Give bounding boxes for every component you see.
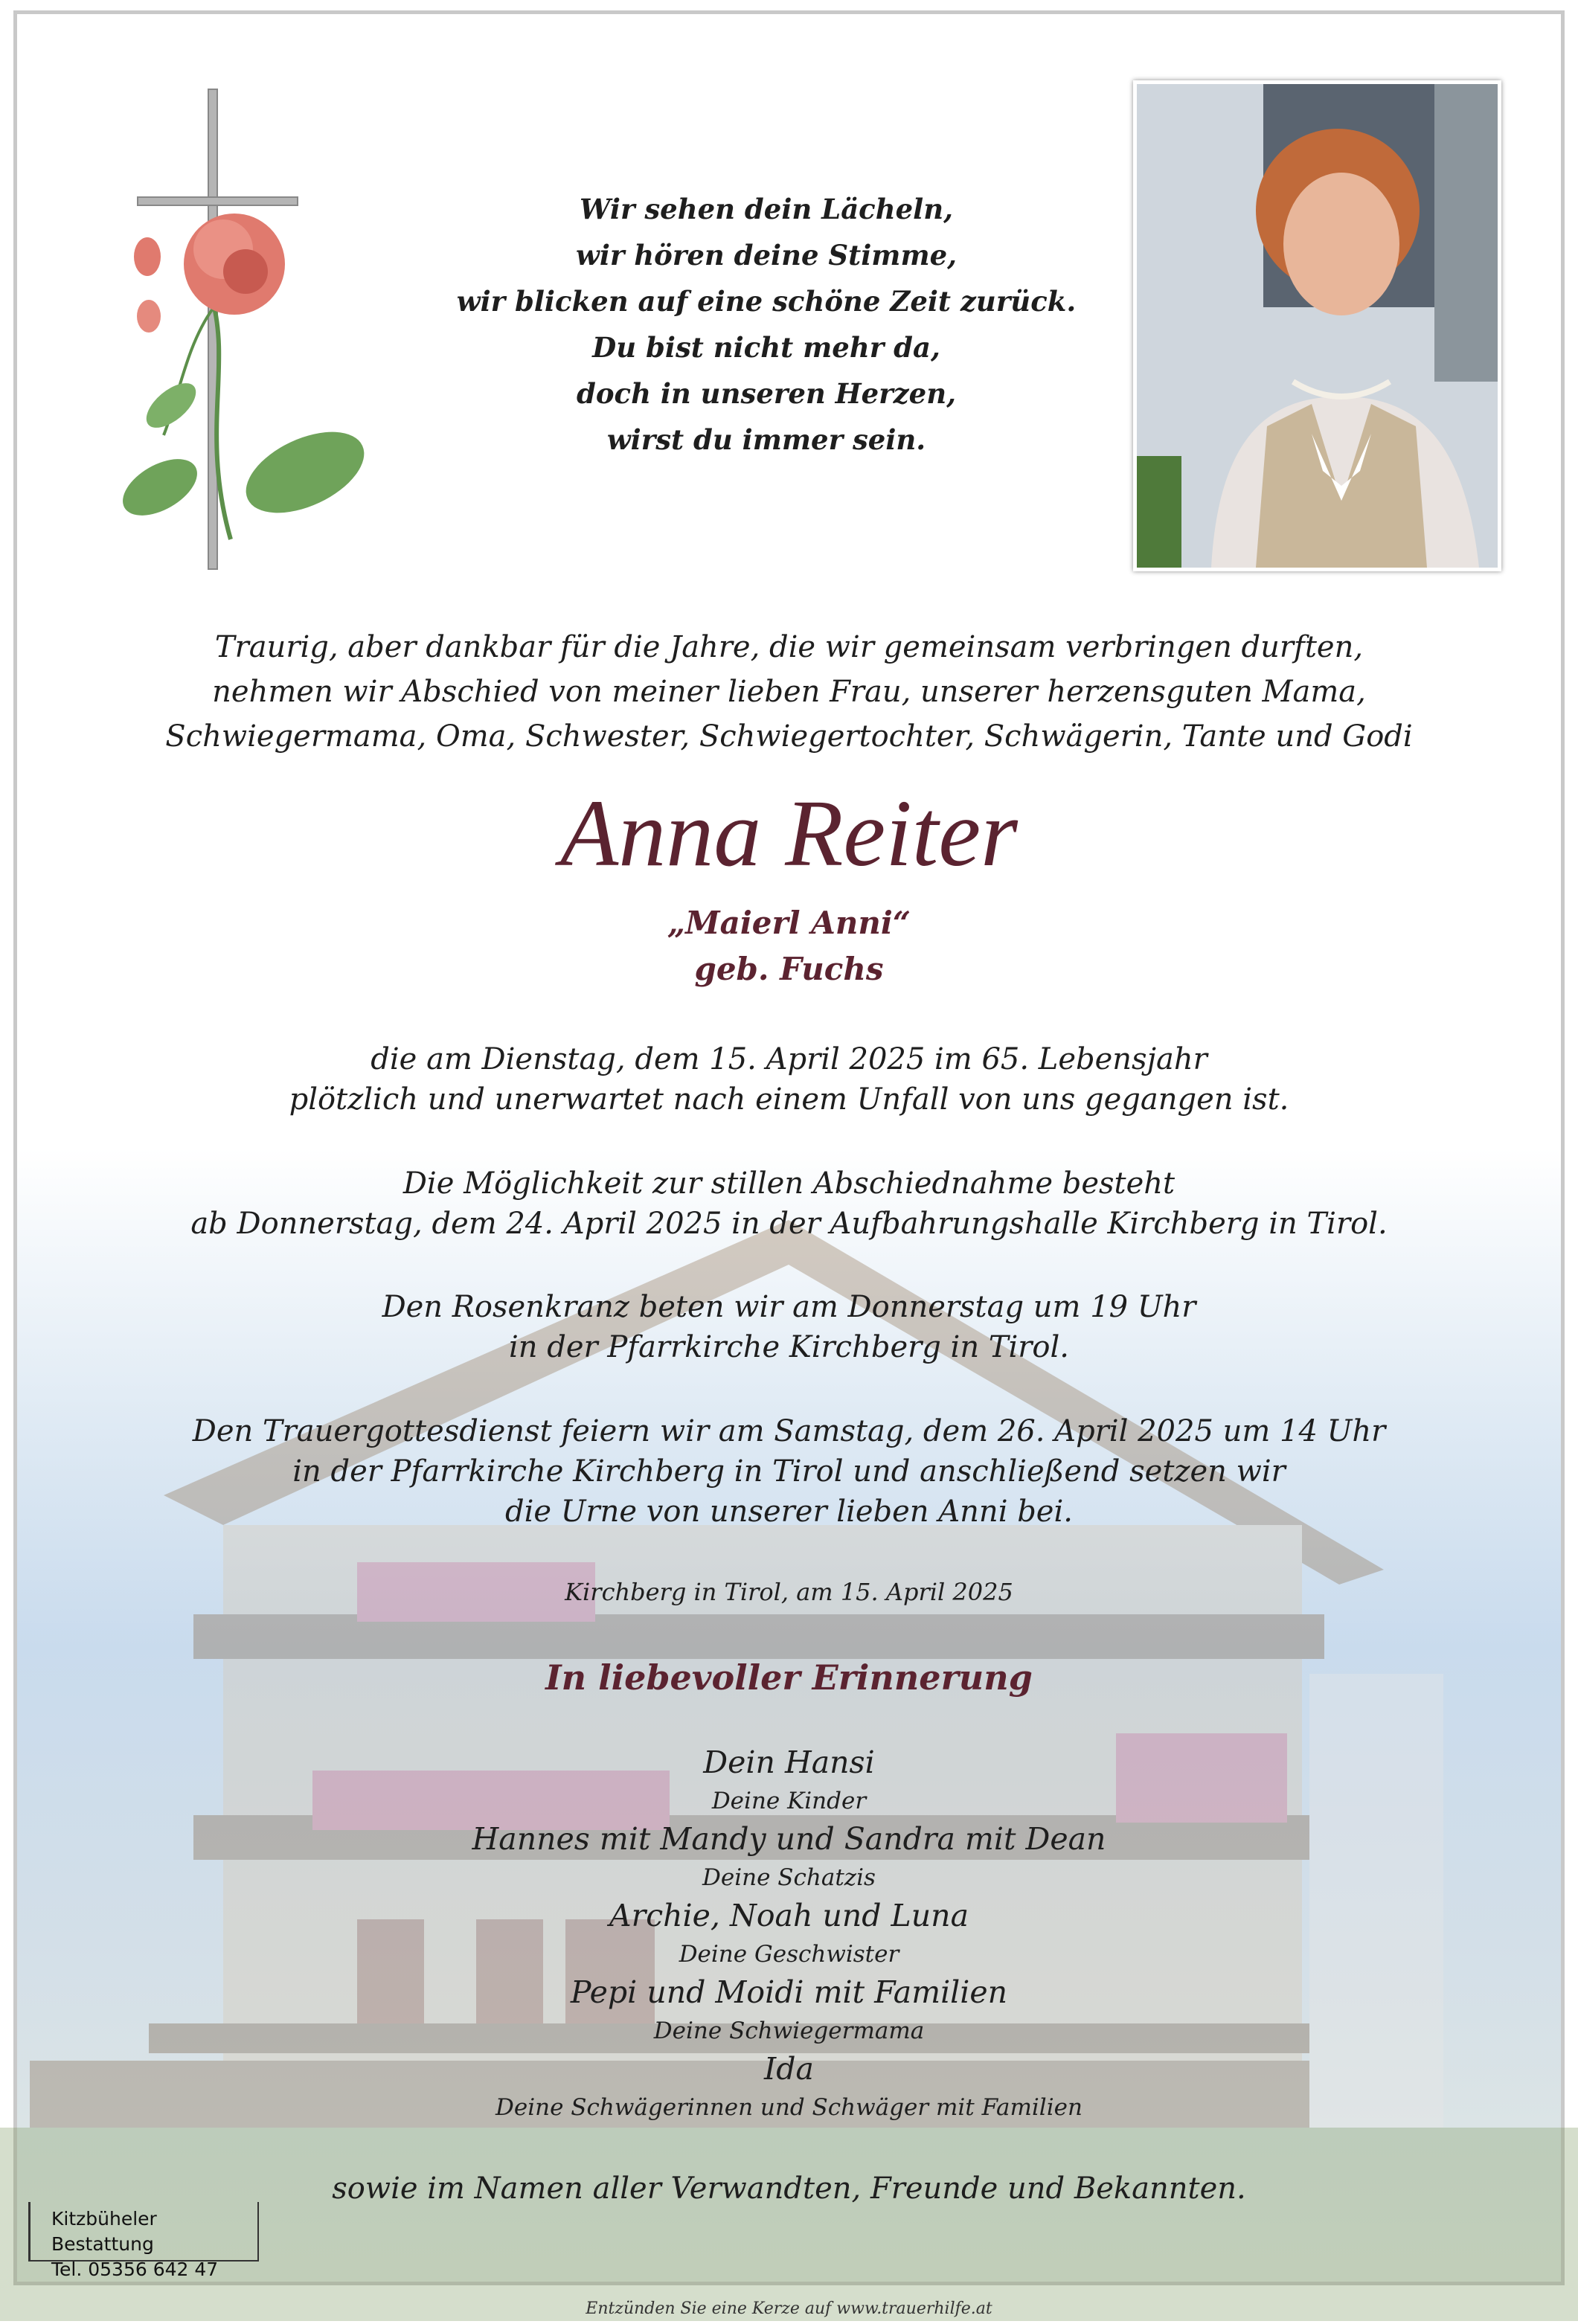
paragraph-line: die Urne von unserer lieben Anni bei. — [505, 1495, 1073, 1529]
poem-line: Du bist nicht mehr da, — [592, 331, 940, 364]
memorial-poem — [357, 186, 1176, 463]
deceased-details — [0, 900, 1578, 992]
deceased-birth-name: geb. Fuchs — [694, 951, 884, 987]
paragraph-line: in der Pfarrkirche Kirchberg in Tirol und anschließend setzen wir — [292, 1454, 1286, 1489]
deceased-name: Anna Reiter — [560, 780, 1018, 886]
poem-line: wir blicken auf eine schöne Zeit zurück. — [456, 285, 1077, 318]
farewell-info — [0, 1163, 1578, 1244]
death-announcement — [0, 1039, 1578, 1120]
paragraph-line: Den Rosenkranz beten wir am Donnerstag um 19 Uhr — [382, 1290, 1196, 1324]
portrait-image — [1137, 84, 1498, 568]
family-member: Dein Hansi — [703, 1744, 875, 1780]
family-member: Archie, Noah und Luna — [609, 1898, 969, 1933]
candle-footer-link[interactable]: Entzünden Sie eine Kerze auf www.trauerhilfe.at — [586, 2299, 992, 2318]
intro-line: Schwiegermama, Oma, Schwester, Schwiegertochter, Schwägerin, Tante und Godi — [165, 719, 1413, 754]
paragraph-line: Die Möglichkeit zur stillen Abschiednahme besteht — [402, 1166, 1176, 1201]
family-relation: Deine Schwiegermama — [653, 2018, 925, 2044]
poem-line: wirst du immer sein. — [606, 423, 926, 456]
paragraph-line: in der Pfarrkirche Kirchberg in Tirol. — [508, 1330, 1070, 1364]
paragraph-line: plötzlich und unerwartet nach einem Unfall von uns gegangen ist. — [289, 1082, 1289, 1117]
family-relation: Deine Kinder — [711, 1788, 867, 1814]
deceased-nickname: „Maierl Anni“ — [667, 905, 911, 941]
poem-line: Wir sehen dein Lächeln, — [580, 193, 953, 225]
family-member: Pepi und Moidi mit Familien — [570, 1974, 1008, 2010]
rosary-info — [0, 1287, 1578, 1367]
paragraph-line: Den Trauergottesdienst feiern wir am Samstag, dem 26. April 2025 um 14 Uhr — [192, 1414, 1386, 1448]
place-and-date: Kirchberg in Tirol, am 15. April 2025 — [565, 1578, 1013, 1606]
funeral-home-phone: Tel. 05356 642 47 — [51, 2259, 219, 2280]
intro-text — [0, 625, 1578, 759]
funeral-home-name: Kitzbüheler Bestattung — [51, 2208, 157, 2255]
funeral-service-info — [0, 1411, 1578, 1532]
family-relation: Deine Schatzis — [702, 1864, 876, 1891]
closing-line: sowie im Namen aller Verwandten, Freunde und Bekannten. — [332, 2171, 1246, 2206]
paragraph-line: die am Dienstag, dem 15. April 2025 im 65. Lebensjahr — [371, 1042, 1207, 1076]
family-list — [0, 1741, 1578, 2124]
poem-line: wir hören deine Stimme, — [575, 239, 958, 272]
portrait-photo — [1133, 80, 1501, 571]
cross-with-rose-icon — [119, 86, 372, 577]
family-member: Ida — [764, 2051, 814, 2087]
family-relation: Deine Schwägerinnen und Schwäger mit Familien — [495, 2094, 1083, 2121]
family-member: Hannes mit Mandy und Sandra mit Dean — [472, 1821, 1106, 1857]
intro-line: Traurig, aber dankbar für die Jahre, die wir gemeinsam verbringen durften, — [214, 630, 1364, 664]
family-relation: Deine Geschwister — [679, 1941, 899, 1968]
memory-heading: In liebevoller Erinnerung — [545, 1657, 1033, 1698]
poem-line: doch in unseren Herzen, — [576, 377, 956, 410]
intro-line: nehmen wir Abschied von meiner lieben Frau, unserer herzensguten Mama, — [212, 675, 1366, 709]
paragraph-line: ab Donnerstag, dem 24. April 2025 in der Aufbahrungshalle Kirchberg in Tirol. — [190, 1207, 1388, 1241]
funeral-home-logo — [28, 2202, 259, 2280]
